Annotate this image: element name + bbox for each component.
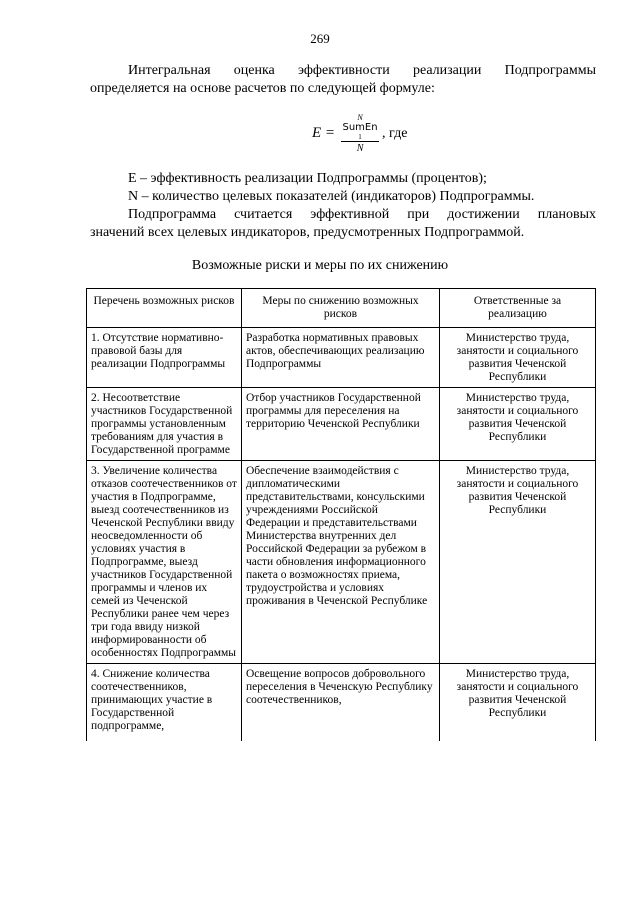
formula-fraction: [341, 113, 379, 154]
formula-sum-upper: N: [357, 113, 363, 122]
definition-e: E – эффективность реализации Подпрограммы (процентов);: [128, 171, 487, 186]
efficiency-formula: [312, 113, 407, 154]
header-risks: Перечень возможных рисков: [87, 289, 242, 328]
risk-cell: 4. Снижение количества соотечественников, принимающих участие в Государственной подпрограмме,: [87, 664, 242, 742]
responsible-cell: Министерство труда, занятости и социального развития Чеченской Республики: [440, 461, 596, 664]
formula-denominator: N: [356, 143, 364, 154]
measures-cell: Разработка нормативных правовых актов, обеспечивающих реализацию Подпрограммы: [242, 328, 440, 388]
page-number: 269: [310, 31, 330, 46]
fraction-bar: [341, 141, 379, 142]
risk-cell: 2. Несоответствие участников Государственной программы установленным требованиям для участия в Государственной программе: [87, 388, 242, 461]
risks-table: [86, 288, 596, 741]
measures-cell: Отбор участников Государственной программы для переселения на территорию Чеченской Республики: [242, 388, 440, 461]
table-row: [87, 664, 596, 742]
table-row: [87, 328, 596, 388]
header-measures: Меры по снижению возможных рисков: [242, 289, 440, 328]
conclusion-line-2: значений всех целевых индикаторов, предусмотренных Подпрограммой.: [90, 225, 525, 240]
table-row: [87, 388, 596, 461]
measures-cell: Обеспечение взаимодействия с дипломатическими представительствами, консульскими учреждениями Российской Федерации и представительствами Министерства внутренних дел Российской Федерации за рубежом в части обновления информационного пакета о возможностях приема, трудоустройства и условиях проживания в Чеченской Республике: [242, 461, 440, 664]
intro-line-2: определяется на основе расчетов по следующей формуле:: [90, 81, 435, 96]
formula-sum-lower: 1: [358, 133, 362, 141]
risk-cell: 1. Отсутствие нормативно-правовой базы для реализации Подпрограммы: [87, 328, 242, 388]
responsible-cell: Министерство труда, занятости и социального развития Чеченской Республики: [440, 664, 596, 742]
table-row: [87, 461, 596, 664]
intro-line-1: Интегральная оценка эффективности реализации Подпрограммы: [128, 63, 596, 78]
table-header-row: [87, 289, 596, 328]
section-title: Возможные риски и меры по их снижению: [191, 258, 449, 273]
header-responsible: Ответственные за реализацию: [440, 289, 596, 328]
risk-cell: 3. Увеличение количества отказов соотечественников от участия в Подпрограмме, выезд соотечественников из Чеченской Республики ввиду неосведомленности об условиях участия в Подпрограмме, выезд участников Государственной программы и членов их семей из Чеченской Республики ранее чем через три года ввиду низкой информированности об особенностях Подпрограммы: [87, 461, 242, 664]
responsible-cell: Министерство труда, занятости и социального развития Чеченской Республики: [440, 328, 596, 388]
formula-sum-text: SumEn: [342, 122, 378, 133]
definition-n: N – количество целевых показателей (индикаторов) Подпрограммы.: [128, 189, 535, 204]
conclusion-line-1: Подпрограмма считается эффективной при достижении плановых: [128, 207, 596, 222]
measures-cell: Освещение вопросов добровольного переселения в Чеченскую Республику соотечественников,: [242, 664, 440, 742]
formula-tail: , где: [382, 125, 408, 141]
responsible-cell: Министерство труда, занятости и социального развития Чеченской Республики: [440, 388, 596, 461]
formula-lhs: E =: [312, 125, 336, 141]
